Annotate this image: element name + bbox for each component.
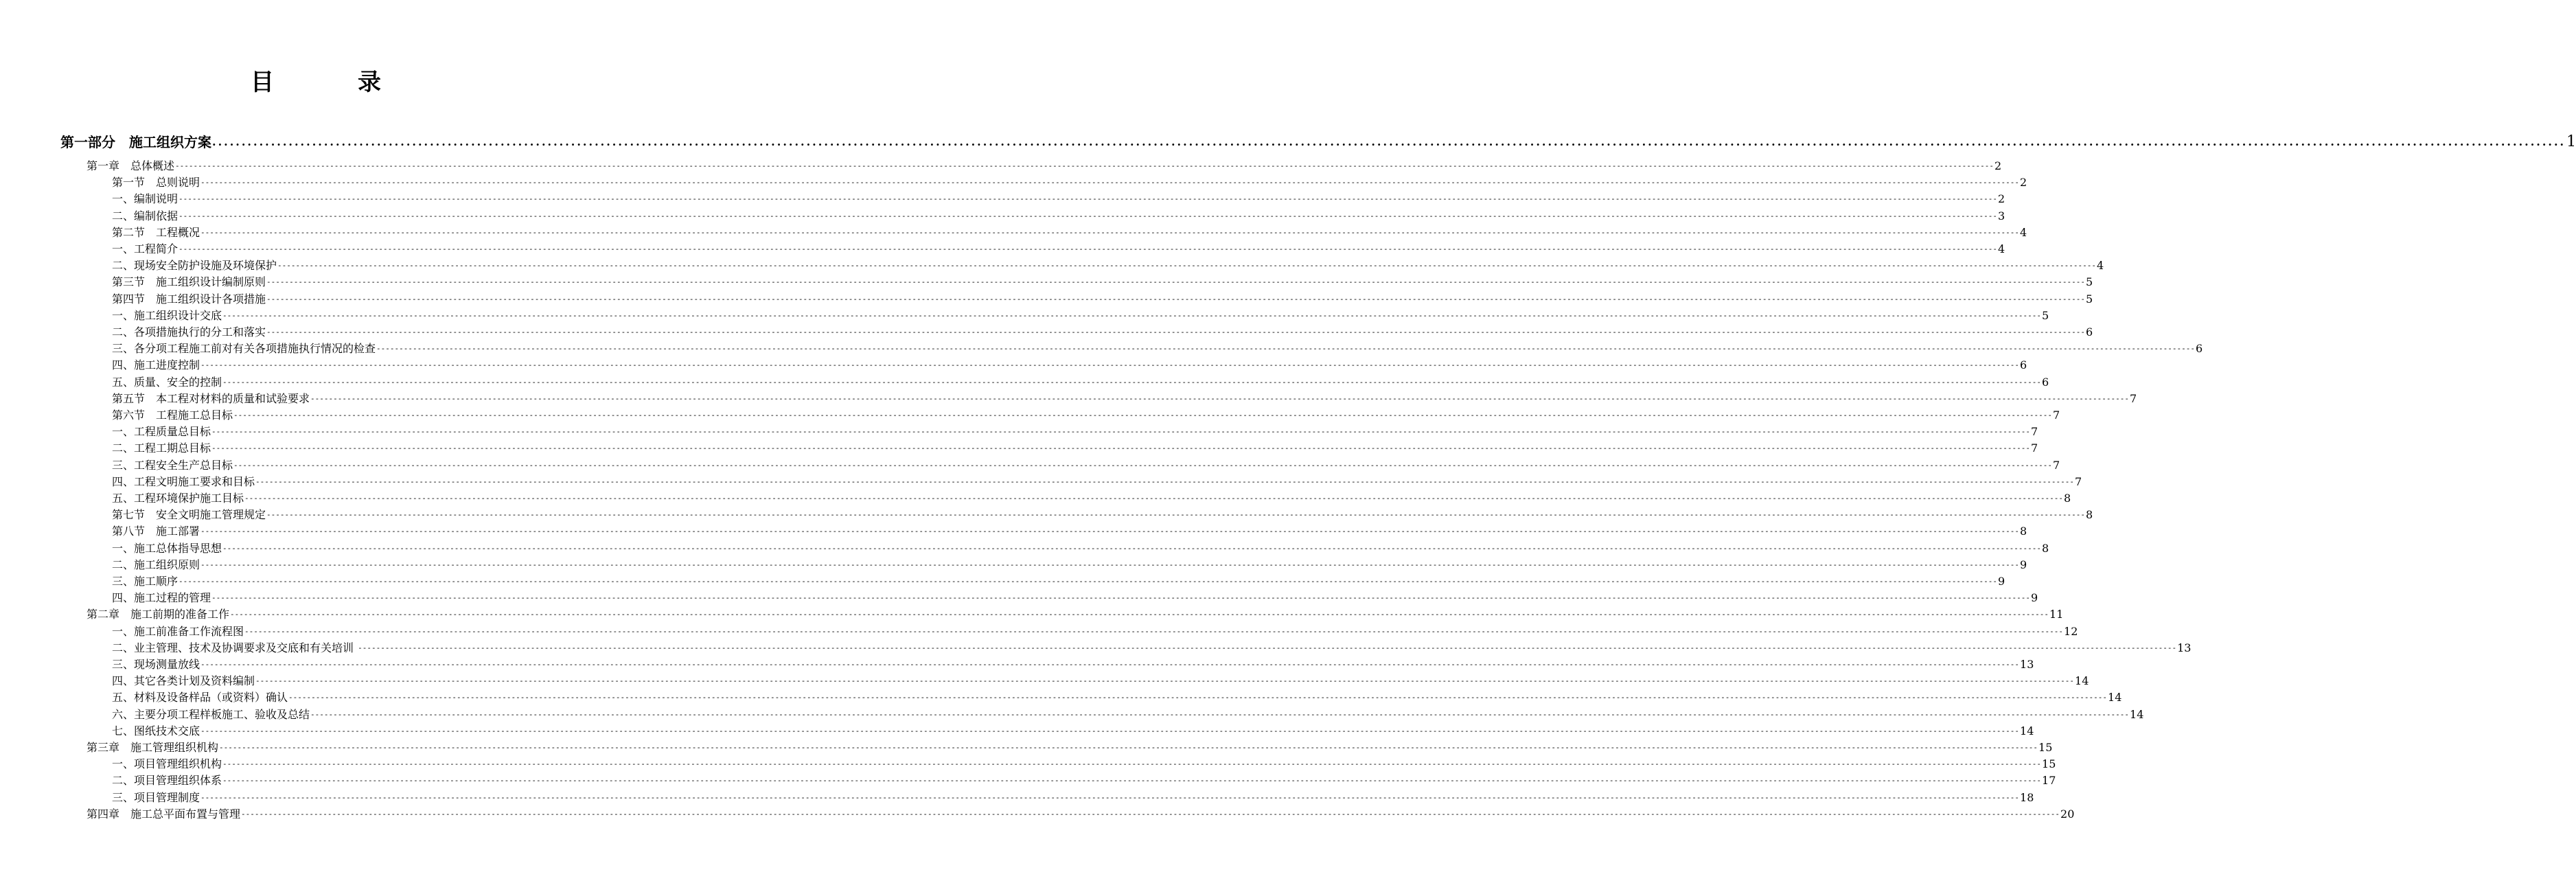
toc-section-entry[interactable] xyxy=(112,290,2093,306)
toc-page-number: 4 xyxy=(1998,242,2005,255)
toc-section-entry[interactable] xyxy=(112,240,2005,256)
toc-entry-label: 二、业主管理、技术及协调要求及交底和有关培训 xyxy=(112,641,358,654)
toc-page-number: 8 xyxy=(2020,525,2027,538)
toc-page-number: 5 xyxy=(2042,308,2049,322)
toc-entry-label: 一、项目管理组织机构 xyxy=(112,757,222,771)
toc-leader: ---------------------------------------------------------------------------------------------------------------------------------------------------------------------------------------------------------------------------------------------------------------------------------------------------------------------------------------------------------------------------------------------------------------- xyxy=(179,244,1998,253)
toc-section-entry[interactable] xyxy=(112,356,2027,372)
toc-section-entry[interactable] xyxy=(112,688,2122,704)
toc-entry-label: 四、施工过程的管理 xyxy=(112,591,211,605)
toc-entry-label: 三、项目管理制度 xyxy=(112,790,200,804)
toc-section-entry[interactable] xyxy=(112,655,2034,672)
toc-entry-label: 第一部分 施工组织方案 xyxy=(60,134,211,150)
toc-section-entry[interactable] xyxy=(112,373,2049,389)
toc-page-number: 17 xyxy=(2042,774,2056,788)
toc-section-entry[interactable] xyxy=(112,722,2034,738)
toc-entry-label: 三、各分项工程施工前对有关各项措施执行情况的检查 xyxy=(112,342,376,356)
toc-entry-label: 四、施工进度控制 xyxy=(112,358,200,372)
toc-page-number: 6 xyxy=(2196,342,2203,356)
toc-page-number: 5 xyxy=(2086,275,2093,289)
toc-page-number: 7 xyxy=(2031,442,2038,455)
toc-leader: ---------------------------------------------------------------------------------------------------------------------------------------------------------------------------------------------------------------------------------------------------------------------------------------------------------------------------------------------------------------------------------------------------------------- xyxy=(179,211,1998,220)
toc-page-number: 8 xyxy=(2042,541,2049,555)
toc-section-entry[interactable] xyxy=(112,788,2034,805)
toc-section-entry[interactable] xyxy=(112,306,2049,323)
toc-section-entry[interactable] xyxy=(112,223,2027,240)
toc-page-number: 4 xyxy=(2020,225,2027,239)
toc-leader: ---------------------------------------------------------------------------------------------------------------------------------------------------------------------------------------------------------------------------------------------------------------------------------------------------------------------------------------------------------------------------------------------------------------- xyxy=(266,510,2086,520)
toc-leader: ---------------------------------------------------------------------------------------------------------------------------------------------------------------------------------------------------------------------------------------------------------------------------------------------------------------------------------------------------------------------------------------------------------------- xyxy=(255,477,2075,486)
toc-section-entry[interactable] xyxy=(112,256,2104,273)
toc-entry-label: 第三节 施工组织设计编制原则 xyxy=(112,275,266,289)
toc-section-entry[interactable] xyxy=(112,472,2082,489)
toc-leader: ---------------------------------------------------------------------------------------------------------------------------------------------------------------------------------------------------------------------------------------------------------------------------------------------------------------------------------------------------------------------------------------------------------------- xyxy=(200,360,2020,370)
toc-section-entry[interactable] xyxy=(112,672,2089,688)
toc-leader: ---------------------------------------------------------------------------------------------------------------------------------------------------------------------------------------------------------------------------------------------------------------------------------------------------------------------------------------------------------------------------------------------------------------- xyxy=(200,726,2020,735)
toc-leader: ---------------------------------------------------------------------------------------------------------------------------------------------------------------------------------------------------------------------------------------------------------------------------------------------------------------------------------------------------------------------------------------------------------------- xyxy=(358,643,2177,652)
toc-leader: ---------------------------------------------------------------------------------------------------------------------------------------------------------------------------------------------------------------------------------------------------------------------------------------------------------------------------------------------------------------------------------------------------------------- xyxy=(233,411,2053,420)
toc-entry-label: 七、图纸技术交底 xyxy=(112,724,200,737)
toc-entry-label: 三、施工顺序 xyxy=(112,575,179,588)
toc-entry-label: 五、材料及设备样品（或资料）确认 xyxy=(112,691,288,704)
toc-section-entry[interactable] xyxy=(112,439,2038,455)
toc-section-entry[interactable] xyxy=(112,207,2005,223)
toc-page-number: 9 xyxy=(2031,591,2038,605)
toc-leader: ---------------------------------------------------------------------------------------------------------------------------------------------------------------------------------------------------------------------------------------------------------------------------------------------------------------------------------------------------------------------------------------------------------------- xyxy=(266,294,2086,303)
toc-section-entry[interactable] xyxy=(112,339,2203,356)
toc-leader: ---------------------------------------------------------------------------------------------------------------------------------------------------------------------------------------------------------------------------------------------------------------------------------------------------------------------------------------------------------------------------------------------------------------- xyxy=(200,527,2020,536)
toc-leader: ---------------------------------------------------------------------------------------------------------------------------------------------------------------------------------------------------------------------------------------------------------------------------------------------------------------------------------------------------------------------------------------------------------------- xyxy=(211,444,2031,453)
toc-leader: ---------------------------------------------------------------------------------------------------------------------------------------------------------------------------------------------------------------------------------------------------------------------------------------------------------------------------------------------------------------------------------------------------------------- xyxy=(244,494,2064,503)
toc-entry-label: 第五节 本工程对材料的质量和试验要求 xyxy=(112,391,310,405)
toc-entry-label: 三、现场测量放线 xyxy=(112,658,200,671)
toc-section-entry[interactable] xyxy=(112,406,2060,422)
toc-entry-label: 第七节 安全文明施工管理规定 xyxy=(112,508,266,522)
toc-leader: ---------------------------------------------------------------------------------------------------------------------------------------------------------------------------------------------------------------------------------------------------------------------------------------------------------------------------------------------------------------------------------------------------------------- xyxy=(288,693,2108,702)
toc-leader: ---------------------------------------------------------------------------------------------------------------------------------------------------------------------------------------------------------------------------------------------------------------------------------------------------------------------------------------------------------------------------------------------------------------- xyxy=(222,776,2042,786)
toc-entry-label: 一、施工组织设计交底 xyxy=(112,308,222,322)
toc-section-entry[interactable] xyxy=(112,555,2027,572)
toc-leader: ---------------------------------------------------------------------------------------------------------------------------------------------------------------------------------------------------------------------------------------------------------------------------------------------------------------------------------------------------------------------------------------------------------------- xyxy=(244,626,2064,636)
toc-page-number: 13 xyxy=(2020,658,2034,671)
toc-leader: ---------------------------------------------------------------------------------------------------------------------------------------------------------------------------------------------------------------------------------------------------------------------------------------------------------------------------------------------------------------------------------------------------------------- xyxy=(200,792,2020,802)
toc-page-number: 14 xyxy=(2075,674,2089,688)
toc-leader: ---------------------------------------------------------------------------------------------------------------------------------------------------------------------------------------------------------------------------------------------------------------------------------------------------------------------------------------------------------------------------------------------------------------- xyxy=(200,560,2020,569)
toc-entry-label: 一、施工总体指导思想 xyxy=(112,541,222,555)
toc-page-number: 4 xyxy=(2097,259,2104,273)
toc-section-entry[interactable] xyxy=(112,456,2060,472)
toc-leader: ---------------------------------------------------------------------------------------------------------------------------------------------------------------------------------------------------------------------------------------------------------------------------------------------------------------------------------------------------------------------------------------------------------------- xyxy=(211,593,2031,603)
toc-leader: ---------------------------------------------------------------------------------------------------------------------------------------------------------------------------------------------------------------------------------------------------------------------------------------------------------------------------------------------------------------------------------------------------------------- xyxy=(222,543,2042,553)
toc-entry-label: 二、各项措施执行的分工和落实 xyxy=(112,325,266,339)
toc-page-number: 2 xyxy=(1994,159,2002,172)
toc-section-entry[interactable] xyxy=(112,572,2005,588)
toc-page-number: 12 xyxy=(2064,624,2078,638)
toc-entry-label: 二、工程工期总目标 xyxy=(112,442,211,455)
toc-entry-label: 五、质量、安全的控制 xyxy=(112,375,222,389)
toc-page-number: 15 xyxy=(2038,741,2053,754)
toc-page-number: 1 xyxy=(2566,133,2576,150)
toc-leader: ................................................................................................................................................................................................................................................................................................................................................................................................................ xyxy=(212,135,2566,148)
toc-section-entry[interactable] xyxy=(112,190,2005,206)
toc-chapter-entry[interactable] xyxy=(87,157,2002,173)
toc-leader: ---------------------------------------------------------------------------------------------------------------------------------------------------------------------------------------------------------------------------------------------------------------------------------------------------------------------------------------------------------------------------------------------------------------- xyxy=(266,277,2086,287)
toc-leader: ---------------------------------------------------------------------------------------------------------------------------------------------------------------------------------------------------------------------------------------------------------------------------------------------------------------------------------------------------------------------------------------------------------------- xyxy=(219,743,2038,752)
toc-leader: ---------------------------------------------------------------------------------------------------------------------------------------------------------------------------------------------------------------------------------------------------------------------------------------------------------------------------------------------------------------------------------------------------------------- xyxy=(222,377,2042,387)
toc-page-number: 14 xyxy=(2130,707,2144,721)
page-title: 目 录 xyxy=(251,69,411,96)
toc-leader: ---------------------------------------------------------------------------------------------------------------------------------------------------------------------------------------------------------------------------------------------------------------------------------------------------------------------------------------------------------------------------------------------------------------- xyxy=(310,709,2130,719)
toc-leader: ---------------------------------------------------------------------------------------------------------------------------------------------------------------------------------------------------------------------------------------------------------------------------------------------------------------------------------------------------------------------------------------------------------------- xyxy=(211,427,2031,437)
toc-chapter-entry[interactable] xyxy=(87,605,2064,621)
toc-entry-label: 第八节 施工部署 xyxy=(112,525,200,538)
toc-entry-label: 第四节 施工组织设计各项措施 xyxy=(112,292,266,306)
toc-page-number: 20 xyxy=(2060,807,2075,821)
toc-page-number: 18 xyxy=(2020,790,2034,804)
toc-entry-label: 第二节 工程概况 xyxy=(112,225,200,239)
toc-chapter-entry[interactable] xyxy=(87,805,2075,821)
toc-leader: ---------------------------------------------------------------------------------------------------------------------------------------------------------------------------------------------------------------------------------------------------------------------------------------------------------------------------------------------------------------------------------------------------------------- xyxy=(222,759,2042,769)
toc-page-number: 14 xyxy=(2108,691,2122,704)
toc-section-entry[interactable] xyxy=(112,489,2071,505)
toc-leader: ---------------------------------------------------------------------------------------------------------------------------------------------------------------------------------------------------------------------------------------------------------------------------------------------------------------------------------------------------------------------------------------------------------------- xyxy=(200,227,2020,237)
toc-section-entry[interactable] xyxy=(112,622,2078,639)
toc-page-number: 9 xyxy=(1998,575,2005,588)
toc-entry-label: 三、工程安全生产总目标 xyxy=(112,458,233,472)
toc-section-entry[interactable] xyxy=(112,323,2093,339)
toc-leader: ---------------------------------------------------------------------------------------------------------------------------------------------------------------------------------------------------------------------------------------------------------------------------------------------------------------------------------------------------------------------------------------------------------------- xyxy=(200,660,2020,669)
toc-section-entry[interactable] xyxy=(112,173,2027,190)
toc-section-entry[interactable] xyxy=(112,755,2056,771)
toc-section-entry[interactable] xyxy=(112,705,2144,722)
toc-entry-label: 第二章 施工前期的准备工作 xyxy=(87,608,230,621)
toc-section-entry[interactable] xyxy=(112,273,2093,289)
toc-entry-label: 一、工程简介 xyxy=(112,242,179,255)
toc-section-entry[interactable] xyxy=(112,539,2049,555)
toc-section-entry[interactable] xyxy=(112,588,2038,605)
toc-page-number: 6 xyxy=(2042,375,2049,389)
toc-page-number: 6 xyxy=(2086,325,2093,339)
toc-entry-label: 第六节 工程施工总目标 xyxy=(112,409,233,422)
toc-section-entry[interactable] xyxy=(112,522,2027,538)
toc-entry-label: 二、现场安全防护设施及环境保护 xyxy=(112,259,277,273)
toc-page-number: 2 xyxy=(2020,176,2027,190)
toc-leader: ---------------------------------------------------------------------------------------------------------------------------------------------------------------------------------------------------------------------------------------------------------------------------------------------------------------------------------------------------------------------------------------------------------------- xyxy=(233,460,2053,470)
toc-page-number: 7 xyxy=(2130,391,2137,405)
toc-page-number: 2 xyxy=(1998,192,2005,206)
toc-leader: ---------------------------------------------------------------------------------------------------------------------------------------------------------------------------------------------------------------------------------------------------------------------------------------------------------------------------------------------------------------------------------------------------------------- xyxy=(310,393,2130,403)
toc-page-number: 14 xyxy=(2020,724,2034,737)
toc-page-number: 9 xyxy=(2020,558,2027,571)
toc-page-number: 15 xyxy=(2042,757,2056,771)
toc-entry-label: 四、工程文明施工要求和目标 xyxy=(112,474,255,488)
toc-page-number: 8 xyxy=(2086,508,2093,522)
toc-page-number: 7 xyxy=(2031,425,2038,439)
toc-leader: ---------------------------------------------------------------------------------------------------------------------------------------------------------------------------------------------------------------------------------------------------------------------------------------------------------------------------------------------------------------------------------------------------------------- xyxy=(179,577,1998,586)
toc-entry-label: 第三章 施工管理组织机构 xyxy=(87,741,219,754)
toc-entry-label: 一、工程质量总目标 xyxy=(112,425,211,439)
toc-section-entry[interactable] xyxy=(112,422,2038,439)
toc-leader: ---------------------------------------------------------------------------------------------------------------------------------------------------------------------------------------------------------------------------------------------------------------------------------------------------------------------------------------------------------------------------------------------------------------- xyxy=(277,261,2097,271)
toc-entry-label: 二、项目管理组织体系 xyxy=(112,774,222,788)
toc-entry-label: 二、施工组织原则 xyxy=(112,558,200,571)
toc-entry-label: 第一节 总则说明 xyxy=(112,176,200,190)
toc-chapter-entry[interactable] xyxy=(87,738,2053,755)
toc-entry-label: 四、其它各类计划及资料编制 xyxy=(112,674,255,688)
toc-leader: ---------------------------------------------------------------------------------------------------------------------------------------------------------------------------------------------------------------------------------------------------------------------------------------------------------------------------------------------------------------------------------------------------------------- xyxy=(179,194,1998,204)
toc-entry-label: 一、施工前准备工作流程图 xyxy=(112,624,244,638)
toc-leader: ---------------------------------------------------------------------------------------------------------------------------------------------------------------------------------------------------------------------------------------------------------------------------------------------------------------------------------------------------------------------------------------------------------------- xyxy=(230,610,2049,619)
toc-entry-label: 六、主要分项工程样板施工、验收及总结 xyxy=(112,707,310,721)
toc-leader: ---------------------------------------------------------------------------------------------------------------------------------------------------------------------------------------------------------------------------------------------------------------------------------------------------------------------------------------------------------------------------------------------------------------- xyxy=(175,161,1994,170)
toc-entry-label: 一、编制说明 xyxy=(112,192,179,206)
toc-section-entry[interactable] xyxy=(112,639,2192,655)
toc-page-number: 8 xyxy=(2064,492,2071,505)
toc-page-number: 11 xyxy=(2049,608,2064,621)
toc-section-entry[interactable] xyxy=(112,389,2137,406)
toc-part-entry[interactable] xyxy=(60,130,2576,151)
toc-section-entry[interactable] xyxy=(112,771,2056,788)
toc-entry-label: 五、工程环境保护施工目标 xyxy=(112,492,244,505)
toc-page-number: 3 xyxy=(1998,209,2005,222)
toc-page-number: 7 xyxy=(2075,474,2082,488)
toc-page-number: 7 xyxy=(2053,458,2060,472)
toc-leader: ---------------------------------------------------------------------------------------------------------------------------------------------------------------------------------------------------------------------------------------------------------------------------------------------------------------------------------------------------------------------------------------------------------------- xyxy=(376,344,2196,354)
toc-leader: ---------------------------------------------------------------------------------------------------------------------------------------------------------------------------------------------------------------------------------------------------------------------------------------------------------------------------------------------------------------------------------------------------------------- xyxy=(266,328,2086,336)
toc-leader: ---------------------------------------------------------------------------------------------------------------------------------------------------------------------------------------------------------------------------------------------------------------------------------------------------------------------------------------------------------------------------------------------------------------- xyxy=(241,809,2060,818)
toc-entry-label: 第四章 施工总平面布置与管理 xyxy=(87,807,241,821)
toc-section-entry[interactable] xyxy=(112,505,2093,522)
toc-entry-label: 第一章 总体概述 xyxy=(87,159,175,172)
toc-page-number: 6 xyxy=(2020,358,2027,372)
toc-leader: ---------------------------------------------------------------------------------------------------------------------------------------------------------------------------------------------------------------------------------------------------------------------------------------------------------------------------------------------------------------------------------------------------------------- xyxy=(200,178,2020,187)
toc-page-number: 7 xyxy=(2053,409,2060,422)
toc-leader: ---------------------------------------------------------------------------------------------------------------------------------------------------------------------------------------------------------------------------------------------------------------------------------------------------------------------------------------------------------------------------------------------------------------- xyxy=(222,310,2042,320)
toc-page-number: 13 xyxy=(2177,641,2192,654)
toc-entry-label: 二、编制依据 xyxy=(112,209,179,222)
toc-page-number: 5 xyxy=(2086,292,2093,306)
toc-leader: ---------------------------------------------------------------------------------------------------------------------------------------------------------------------------------------------------------------------------------------------------------------------------------------------------------------------------------------------------------------------------------------------------------------- xyxy=(255,676,2075,686)
